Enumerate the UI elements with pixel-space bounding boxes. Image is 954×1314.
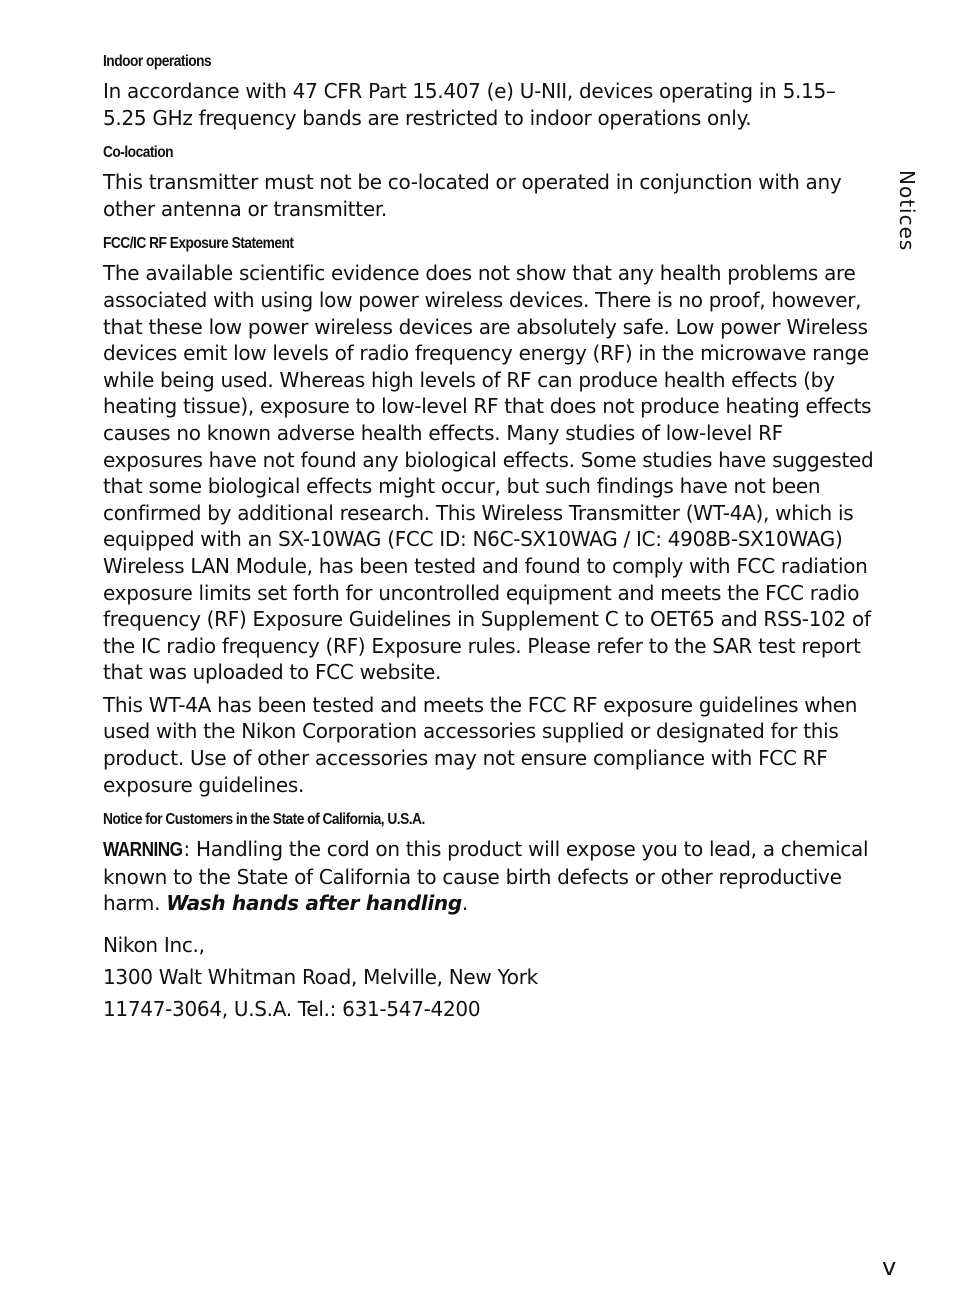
section-indoor-operations: [103, 50, 875, 131]
rf-exposure-paragraph-2: This WT-4A has been tested and meets the FCC RF exposure guidelines when used with the Nikon Corporation accessories supplied or designated for this product. Use of other accessories may not ensure compliance with FCC RF exposure guidelines.: [103, 692, 858, 797]
page-content: [103, 50, 875, 1025]
heading-california-notice: Notice for Customers in the State of California, U.S.A.: [103, 811, 425, 829]
warning-text: : Handling the cord on this product will expose you to lead, a chemical known to the State of California to cause birth defects or other reproductive harm.: [103, 837, 869, 916]
heading-co-location: Co-location: [103, 144, 174, 162]
section-california-notice: [103, 808, 875, 917]
heading-indoor-operations: Indoor operations: [103, 53, 212, 70]
wash-hands-text: Wash hands after handling: [166, 891, 462, 916]
section-co-location: [103, 141, 875, 222]
co-location-text: This transmitter must not be co-located or operated in conjunction with any other antenna or transmitter.: [103, 170, 842, 221]
rf-exposure-paragraph-1: The available scientific evidence does not show that any health problems are associated with using low power wireless devices. There is no proof, however, that these low power wireless devices are absolutely safe. Low power Wireless devices emit low levels of radio frequency energy (RF) in the microwave range while being used. Whereas high levels of RF can produce health effects (by heating tissue), exposure to low-level RF that does not produce heating effects causes no known adverse health effects. Many studies of low-level RF exposures have not found any biological effects. Some studies have suggested that some biological effects might occur, but such findings have not been confirmed by additional research. This Wireless Transmitter (WT-4A), which is equipped with an SX-10WAG (FCC ID: N6C-SX10WAG / IC: 4908B-SX10WAG) Wireless LAN Module, has been tested and found to comply with FCC radiation exposure limits set forth for uncontrolled equipment and meets the FCC radio frequency (RF) Exposure Guidelines in Supplement C to OET65 and RSS-102 of the IC radio frequency (RF) Exposure rules. Please refer to the SAR test report that was uploaded to FCC website.: [103, 261, 874, 685]
section-rf-exposure: [103, 232, 875, 798]
notices-side-tab-label: Notices: [895, 170, 919, 252]
address-zip-phone: 11747-3064, U.S.A. Tel.: 631-547-4200: [103, 997, 481, 1022]
california-warning: [103, 836, 875, 917]
address-company: Nikon Inc.,: [103, 933, 205, 958]
address-street: 1300 Walt Whitman Road, Melville, New York: [103, 965, 538, 990]
warning-period: .: [461, 891, 468, 916]
page-number: v: [882, 1253, 897, 1281]
notices-side-tab: [893, 170, 919, 250]
heading-rf-exposure: FCC/IC RF Exposure Statement: [103, 235, 294, 253]
warning-label: WARNING: [103, 839, 183, 862]
indoor-operations-text: In accordance with 47 CFR Part 15.407 (e) U-NII, devices operating in 5.15–5.25 GHz frequency bands are restricted to indoor operations only.: [103, 79, 836, 130]
address-block: [103, 929, 875, 1025]
